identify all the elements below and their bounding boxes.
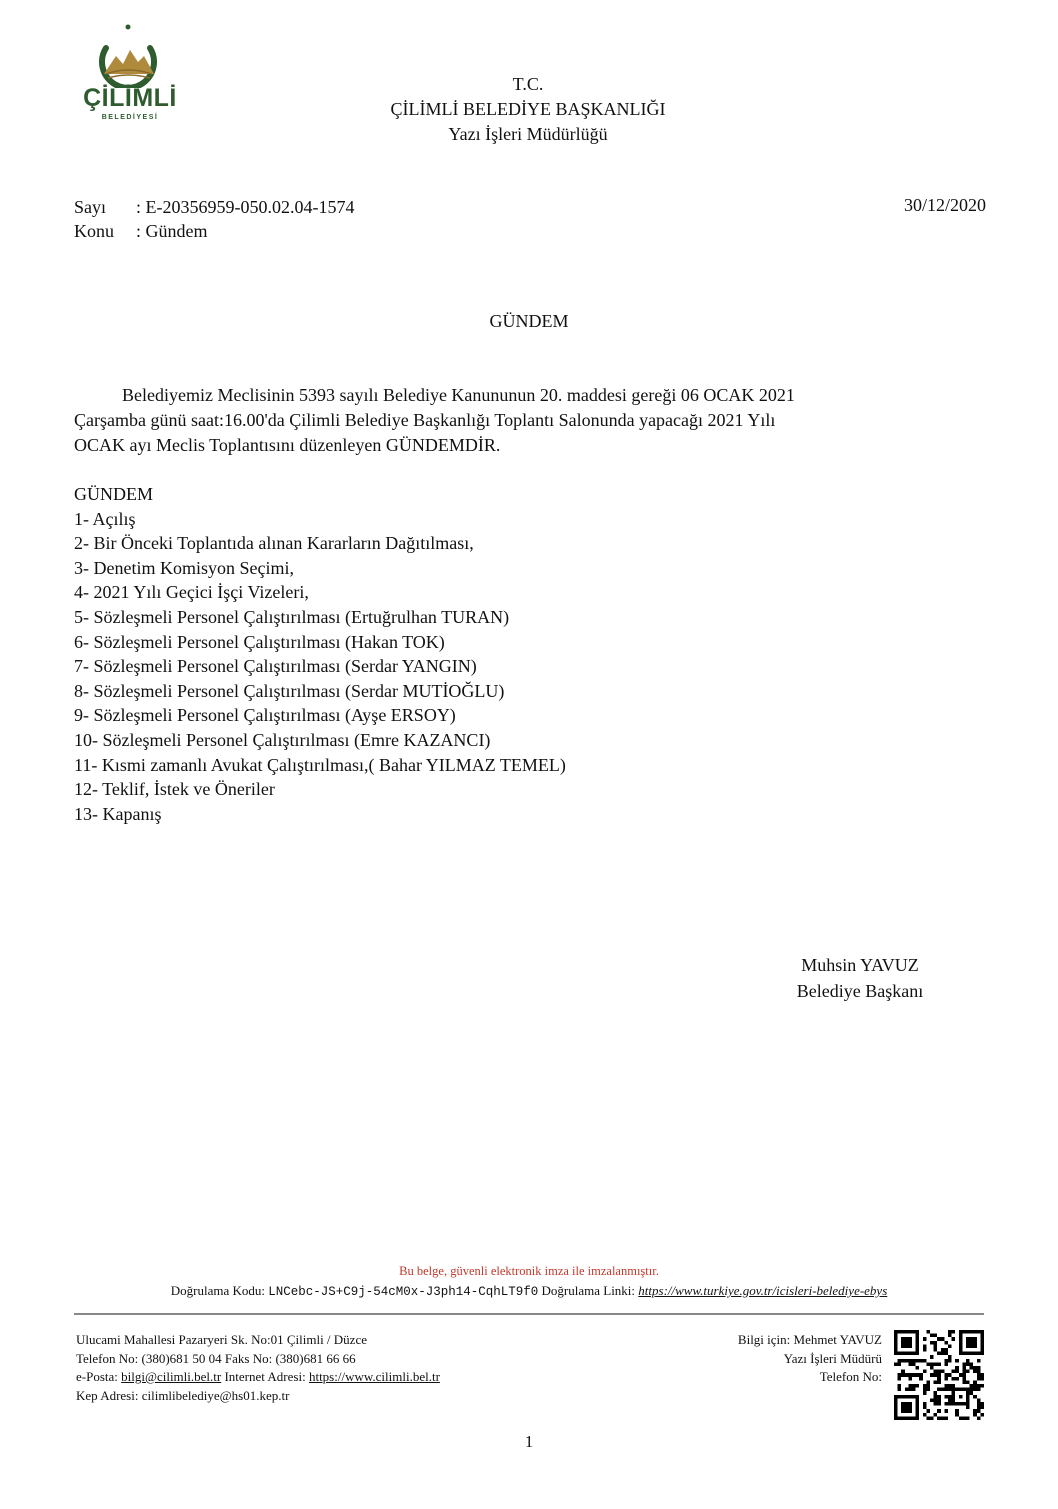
qr-code-icon: [894, 1330, 984, 1420]
signature-block: [760, 952, 960, 1004]
footer-contact: [76, 1331, 440, 1405]
signer-name: Muhsin YAVUZ: [801, 955, 919, 975]
sayi-label: Sayı: [74, 197, 107, 217]
agenda-item: 12- Teklif, İstek ve Öneriler: [74, 779, 275, 800]
document-date: 30/12/2020: [903, 195, 986, 215]
agenda-heading: GÜNDEM: [74, 484, 153, 504]
footer-address: Ulucami Mahallesi Pazaryeri Sk. No:01 Çilimli / Düzce: [76, 1332, 367, 1347]
agenda-item: 3- Denetim Komisyon Seçimi,: [74, 557, 294, 578]
agenda-item: 4- 2021 Yılı Geçici İşçi Vizeleri,: [74, 582, 309, 603]
footer-kep: Kep Adresi: cilimlibelediye@hs01.kep.tr: [76, 1387, 290, 1403]
intro-paragraph: [74, 383, 949, 458]
verify-link-label: Doğrulama Linki:: [541, 1283, 636, 1298]
info-contact-person: Bilgi için: Mehmet YAVUZ: [737, 1332, 882, 1347]
esign-note: Bu belge, güvenli elektronik imza ile imzalanmıştır.: [399, 1264, 659, 1278]
agenda-item: 8- Sözleşmeli Personel Çalıştırılması (Serdar MUTİOĞLU): [74, 680, 505, 701]
agenda-item: 2- Bir Önceki Toplantıda alınan Kararların Dağıtılması,: [74, 533, 474, 554]
agenda-item: 10- Sözleşmeli Personel Çalıştırılması (Emre KAZANCI): [74, 729, 491, 750]
verify-code-label: Doğrulama Kodu:: [170, 1283, 265, 1298]
agenda-item: 9- Sözleşmeli Personel Çalıştırılması (Ayşe ERSOY): [74, 705, 456, 726]
info-contact-title: Yazı İşleri Müdürü: [783, 1350, 882, 1366]
meta-konu: [74, 219, 208, 243]
signer-title: Belediye Başkanı: [796, 981, 924, 1001]
email-link[interactable]: bilgi@cilimli.bel.tr: [121, 1369, 222, 1384]
verify-code: LNCebc-JS+C9j-54cM0x-J3ph14-CqhLT9f0: [268, 1285, 539, 1299]
agenda-item: 13- Kapanış: [74, 803, 162, 824]
intro-line: Belediyemiz Meclisinin 5393 sayılı Belediye Kanununun 20. maddesi gereği 06 OCAK 2021: [122, 385, 795, 405]
header-tc: T.C.: [512, 74, 544, 94]
konu-label: Konu: [74, 221, 114, 241]
web-link[interactable]: https://www.cilimli.bel.tr: [308, 1369, 440, 1384]
logo-subtitle: BELEDİYESİ: [101, 114, 159, 121]
logo-emblem-icon: [76, 18, 186, 88]
intro-line: OCAK ayı Meclis Toplantısını düzenleyen GÜNDEMDİR.: [74, 435, 501, 455]
web-label: Internet Adresi:: [224, 1369, 306, 1384]
agenda-item: 7- Sözleşmeli Personel Çalıştırılması (Serdar YANGIN): [74, 656, 477, 677]
email-label: e-Posta:: [76, 1369, 118, 1384]
page-number: 1: [524, 1432, 534, 1451]
sayi-value: : E-20356959-050.02.04-1574: [136, 197, 355, 217]
agenda-list: [74, 482, 566, 826]
agenda-item: 6- Sözleşmeli Personel Çalıştırılması (Hakan TOK): [74, 631, 445, 652]
header-institution: ÇİLİMLİ BELEDİYE BAŞKANLIĞI: [390, 99, 666, 119]
document-header: [300, 72, 756, 147]
info-contact-phone: Telefon No:: [819, 1369, 882, 1384]
meta-sayi: [74, 195, 354, 219]
konu-value: : Gündem: [136, 221, 208, 241]
municipality-logo: [76, 18, 186, 130]
agenda-item: 5- Sözleşmeli Personel Çalıştırılması (Ertuğrulhan TURAN): [74, 606, 510, 627]
logo-wordmark: ÇİLİMLİ: [83, 84, 177, 112]
footer-divider: [74, 1313, 984, 1315]
footer-email-web: [76, 1368, 440, 1387]
header-department: Yazı İşleri Müdürlüğü: [448, 124, 608, 144]
footer-info: [738, 1331, 882, 1387]
verify-link[interactable]: https://www.turkiye.gov.tr/icisleri-belediye-ebys: [638, 1283, 888, 1298]
agenda-item: 1- Açılış: [74, 508, 136, 529]
footer-phone-fax: Telefon No: (380)681 50 04 Faks No: (380)681 66 66: [76, 1350, 356, 1366]
verification-line: [0, 1283, 1058, 1299]
agenda-item: 11- Kısmi zamanlı Avukat Çalıştırılması,( Bahar YILMAZ TEMEL): [74, 754, 566, 775]
intro-line: Çarşamba günü saat:16.00'da Çilimli Belediye Başkanlığı Toplantı Salonunda yapacağı 2021 Yılı: [74, 410, 776, 430]
document-title: GÜNDEM: [489, 311, 569, 331]
